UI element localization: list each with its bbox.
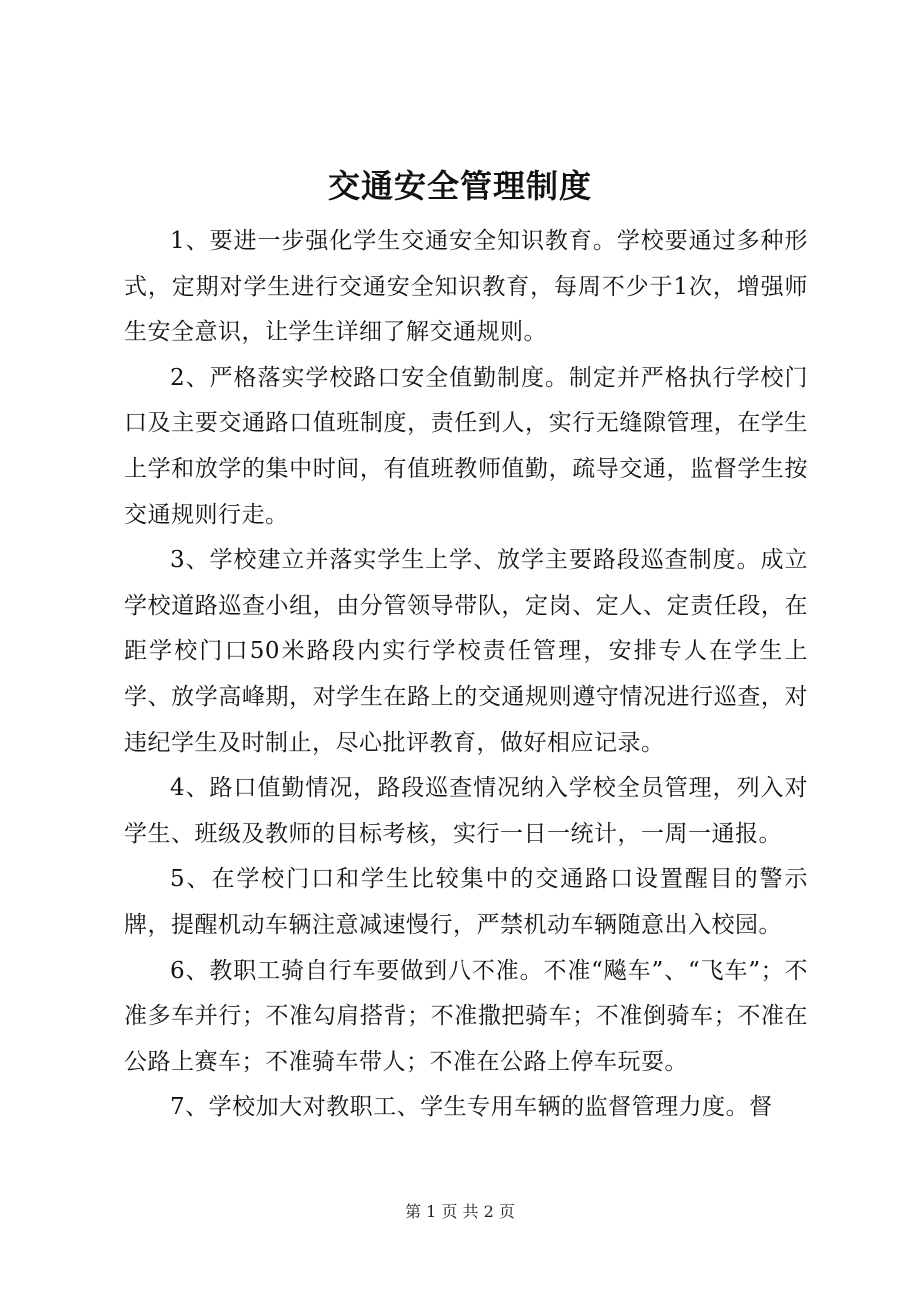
paragraph-3: 3、学校建立并落实学生上学、放学主要路段巡查制度。成立学校道路巡查小组，由分管领导带队，定岗、定人、定责任段，在距学校门口50米路段内实行学校责任管理，安排专人在学生上学、放学高峰期，对学生在路上的交通规则遵守情况进行巡查，对违纪学生及时制止，尽心批评教育，做好相应记录。	[124, 547, 808, 756]
document-title: 交通安全管理制度	[327, 167, 592, 205]
page-footer: 第 1 页 共 2 页	[405, 1202, 515, 1221]
document-body	[124, 219, 808, 1131]
paragraph-2: 2、严格落实学校路口安全值勤制度。制定并严格执行学校门口及主要交通路口值班制度，责任到人，实行无缝隙管理，在学生上学和放学的集中时间，有值班教师值勤，疏导交通，监督学生按交通规则行走。	[124, 364, 808, 528]
paragraph-6: 6、教职工骑自行车要做到八不准。不准“飚车”、“飞车”；不准多车并行；不准勾肩搭背；不准撒把骑车；不准倒骑车；不准在公路上赛车；不准骑车带人；不准在公路上停车玩耍。	[124, 957, 808, 1075]
paragraph-1: 1、要进一步强化学生交通安全知识教育。学校要通过多种形式，定期对学生进行交通安全知识教育，每周不少于1次，增强师生安全意识，让学生详细了解交通规则。	[124, 228, 808, 346]
paragraph-7: 7、学校加大对教职工、学生专用车辆的监督管理力度。督	[170, 1094, 773, 1121]
paragraph-4: 4、路口值勤情况，路段巡查情况纳入学校全员管理，列入对学生、班级及教师的目标考核，实行一日一统计，一周一通报。	[124, 775, 808, 847]
paragraph-5: 5、在学校门口和学生比较集中的交通路口设置醒目的警示牌，提醒机动车辆注意减速慢行，严禁机动车辆随意出入校园。	[124, 866, 808, 938]
